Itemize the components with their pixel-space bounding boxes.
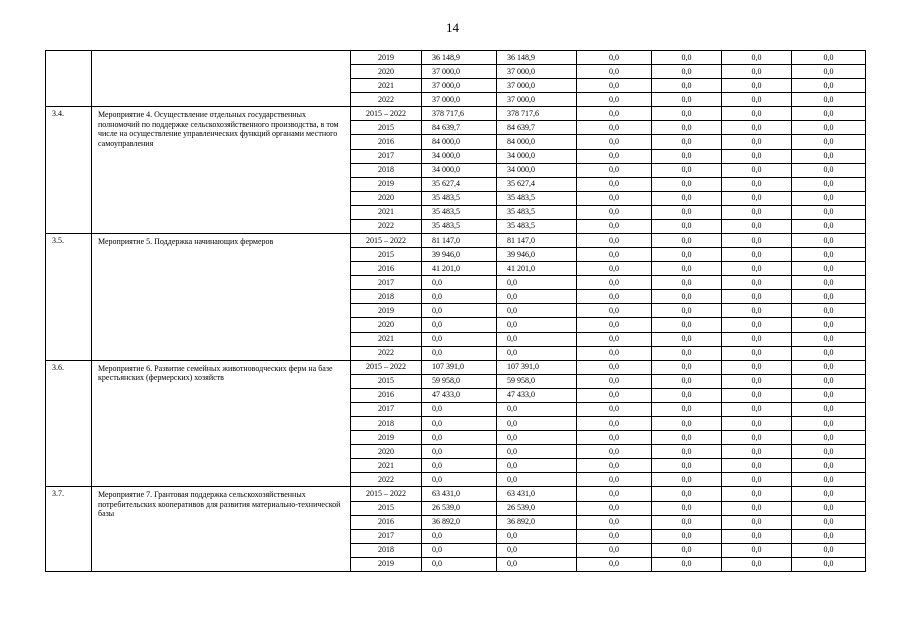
- value-cell: 0,0: [577, 191, 652, 205]
- value-cell: 0,0: [722, 417, 792, 431]
- value-cell: 0,0: [792, 121, 866, 135]
- value-cell: 26 539,0: [422, 501, 497, 515]
- year-cell: 2018: [351, 543, 422, 557]
- value-cell: 0,0: [497, 445, 577, 459]
- value-cell: 0,0: [792, 332, 866, 346]
- value-cell: 34 000,0: [497, 163, 577, 177]
- year-cell: 2015 – 2022: [351, 487, 422, 501]
- page-number: 14: [446, 20, 459, 35]
- table-row: [46, 360, 866, 374]
- value-cell: 0,0: [722, 149, 792, 163]
- value-cell: 0,0: [652, 135, 722, 149]
- value-cell: 0,0: [722, 219, 792, 233]
- value-cell: 0,0: [722, 332, 792, 346]
- value-cell: 39 946,0: [422, 248, 497, 262]
- value-cell: 0,0: [652, 65, 722, 79]
- value-cell: 0,0: [577, 163, 652, 177]
- value-cell: 0,0: [577, 248, 652, 262]
- year-cell: 2019: [351, 431, 422, 445]
- year-cell: 2021: [351, 79, 422, 93]
- value-cell: 0,0: [422, 332, 497, 346]
- value-cell: 0,0: [722, 121, 792, 135]
- year-cell: 2019: [351, 51, 422, 65]
- value-cell: 0,0: [792, 205, 866, 219]
- value-cell: 26 539,0: [497, 501, 577, 515]
- value-cell: 0,0: [722, 276, 792, 290]
- year-cell: 2021: [351, 459, 422, 473]
- value-cell: 0,0: [577, 121, 652, 135]
- value-cell: 0,0: [652, 487, 722, 501]
- value-cell: 0,0: [652, 107, 722, 121]
- value-cell: 0,0: [652, 529, 722, 543]
- year-cell: 2021: [351, 332, 422, 346]
- value-cell: 0,0: [497, 332, 577, 346]
- value-cell: 35 483,5: [497, 191, 577, 205]
- value-cell: 37 000,0: [497, 93, 577, 107]
- value-cell: 0,0: [577, 93, 652, 107]
- value-cell: 35 483,5: [422, 205, 497, 219]
- value-cell: 0,0: [652, 79, 722, 93]
- year-cell: 2020: [351, 445, 422, 459]
- value-cell: 0,0: [577, 318, 652, 332]
- value-cell: 0,0: [652, 346, 722, 360]
- value-cell: 35 483,5: [497, 205, 577, 219]
- value-cell: 0,0: [652, 318, 722, 332]
- year-cell: 2016: [351, 262, 422, 276]
- value-cell: 36 148,9: [422, 51, 497, 65]
- value-cell: 107 391,0: [497, 360, 577, 374]
- value-cell: 0,0: [792, 290, 866, 304]
- year-cell: 2018: [351, 163, 422, 177]
- value-cell: 0,0: [652, 191, 722, 205]
- value-cell: 0,0: [652, 402, 722, 416]
- year-cell: 2015 – 2022: [351, 234, 422, 248]
- value-cell: 0,0: [792, 501, 866, 515]
- value-cell: 81 147,0: [422, 234, 497, 248]
- value-cell: 0,0: [792, 318, 866, 332]
- year-cell: 2022: [351, 473, 422, 487]
- value-cell: 0,0: [652, 177, 722, 191]
- value-cell: 0,0: [497, 557, 577, 571]
- value-cell: 0,0: [792, 445, 866, 459]
- value-cell: 0,0: [722, 248, 792, 262]
- value-cell: 0,0: [652, 374, 722, 388]
- year-cell: 2020: [351, 318, 422, 332]
- value-cell: 0,0: [652, 431, 722, 445]
- value-cell: 0,0: [722, 318, 792, 332]
- value-cell: 0,0: [652, 388, 722, 402]
- value-cell: 0,0: [577, 557, 652, 571]
- value-cell: 0,0: [722, 262, 792, 276]
- value-cell: 0,0: [722, 557, 792, 571]
- value-cell: 63 431,0: [497, 487, 577, 501]
- budget-table: [45, 50, 866, 572]
- value-cell: 84 000,0: [497, 135, 577, 149]
- value-cell: 0,0: [577, 65, 652, 79]
- value-cell: 0,0: [722, 543, 792, 557]
- value-cell: 37 000,0: [497, 79, 577, 93]
- section-name: Мероприятие 7. Грантовая поддержка сельскохозяйственных потребительских кооперативов для развития материально-технической базы: [92, 487, 351, 571]
- value-cell: 0,0: [652, 459, 722, 473]
- value-cell: 0,0: [422, 431, 497, 445]
- value-cell: 84 639,7: [497, 121, 577, 135]
- value-cell: 0,0: [792, 459, 866, 473]
- value-cell: 0,0: [577, 360, 652, 374]
- section-number: 3.7.: [46, 487, 92, 571]
- value-cell: 0,0: [497, 402, 577, 416]
- value-cell: 0,0: [722, 205, 792, 219]
- value-cell: 35 627,4: [497, 177, 577, 191]
- value-cell: 0,0: [722, 79, 792, 93]
- year-cell: 2017: [351, 402, 422, 416]
- year-cell: 2018: [351, 290, 422, 304]
- value-cell: 0,0: [792, 51, 866, 65]
- value-cell: 37 000,0: [422, 65, 497, 79]
- value-cell: 378 717,6: [497, 107, 577, 121]
- value-cell: 0,0: [792, 234, 866, 248]
- value-cell: 0,0: [577, 262, 652, 276]
- value-cell: 0,0: [497, 304, 577, 318]
- value-cell: 0,0: [722, 346, 792, 360]
- value-cell: 35 483,5: [422, 191, 497, 205]
- value-cell: 0,0: [792, 346, 866, 360]
- value-cell: 36 148,9: [497, 51, 577, 65]
- value-cell: 0,0: [652, 121, 722, 135]
- value-cell: 0,0: [577, 501, 652, 515]
- value-cell: 0,0: [577, 346, 652, 360]
- year-cell: 2017: [351, 276, 422, 290]
- value-cell: 0,0: [652, 304, 722, 318]
- value-cell: 39 946,0: [497, 248, 577, 262]
- value-cell: 0,0: [792, 417, 866, 431]
- section-name: Мероприятие 6. Развитие семейных животноводческих ферм на базе крестьянских (фермерских) хозяйств: [92, 360, 351, 487]
- value-cell: 0,0: [652, 290, 722, 304]
- value-cell: 0,0: [652, 445, 722, 459]
- value-cell: 0,0: [577, 431, 652, 445]
- value-cell: 0,0: [652, 417, 722, 431]
- year-cell: 2016: [351, 388, 422, 402]
- value-cell: 0,0: [792, 360, 866, 374]
- value-cell: 0,0: [422, 402, 497, 416]
- value-cell: 0,0: [577, 515, 652, 529]
- value-cell: 0,0: [722, 177, 792, 191]
- value-cell: 0,0: [652, 515, 722, 529]
- value-cell: 0,0: [722, 431, 792, 445]
- value-cell: 0,0: [422, 543, 497, 557]
- value-cell: 37 000,0: [422, 79, 497, 93]
- value-cell: 0,0: [722, 65, 792, 79]
- year-cell: 2019: [351, 557, 422, 571]
- value-cell: 0,0: [577, 402, 652, 416]
- value-cell: 0,0: [652, 93, 722, 107]
- value-cell: 0,0: [652, 51, 722, 65]
- value-cell: 0,0: [652, 332, 722, 346]
- value-cell: 0,0: [577, 374, 652, 388]
- value-cell: 59 958,0: [497, 374, 577, 388]
- value-cell: 0,0: [792, 149, 866, 163]
- value-cell: 81 147,0: [497, 234, 577, 248]
- value-cell: 0,0: [792, 248, 866, 262]
- table-row: [46, 51, 866, 65]
- year-cell: 2016: [351, 515, 422, 529]
- value-cell: 41 201,0: [497, 262, 577, 276]
- value-cell: 0,0: [577, 107, 652, 121]
- value-cell: 0,0: [577, 290, 652, 304]
- value-cell: 0,0: [722, 459, 792, 473]
- value-cell: 0,0: [722, 107, 792, 121]
- value-cell: 59 958,0: [422, 374, 497, 388]
- value-cell: 0,0: [497, 473, 577, 487]
- section-name: [92, 51, 351, 107]
- value-cell: 0,0: [722, 360, 792, 374]
- year-cell: 2018: [351, 417, 422, 431]
- value-cell: 0,0: [792, 473, 866, 487]
- year-cell: 2016: [351, 135, 422, 149]
- value-cell: 0,0: [497, 543, 577, 557]
- year-cell: 2015 – 2022: [351, 360, 422, 374]
- value-cell: 378 717,6: [422, 107, 497, 121]
- value-cell: 0,0: [577, 543, 652, 557]
- value-cell: 36 892,0: [497, 515, 577, 529]
- value-cell: 0,0: [652, 501, 722, 515]
- year-cell: 2015: [351, 501, 422, 515]
- value-cell: 0,0: [577, 149, 652, 163]
- value-cell: 0,0: [722, 473, 792, 487]
- value-cell: 84 639,7: [422, 121, 497, 135]
- value-cell: 0,0: [577, 529, 652, 543]
- section-number: [46, 51, 92, 107]
- value-cell: 0,0: [722, 402, 792, 416]
- value-cell: 34 000,0: [422, 149, 497, 163]
- section-name: Мероприятие 5. Поддержка начинающих фермеров: [92, 234, 351, 361]
- value-cell: 0,0: [722, 445, 792, 459]
- value-cell: 0,0: [497, 346, 577, 360]
- year-cell: 2015 – 2022: [351, 107, 422, 121]
- value-cell: 0,0: [422, 459, 497, 473]
- value-cell: 0,0: [652, 262, 722, 276]
- value-cell: 0,0: [577, 219, 652, 233]
- value-cell: 0,0: [422, 276, 497, 290]
- year-cell: 2015: [351, 374, 422, 388]
- table-row: [46, 487, 866, 501]
- value-cell: 0,0: [792, 276, 866, 290]
- value-cell: 0,0: [422, 557, 497, 571]
- value-cell: 84 000,0: [422, 135, 497, 149]
- value-cell: 0,0: [792, 529, 866, 543]
- value-cell: 0,0: [792, 191, 866, 205]
- value-cell: 0,0: [652, 473, 722, 487]
- value-cell: 0,0: [497, 431, 577, 445]
- value-cell: 0,0: [652, 557, 722, 571]
- year-cell: 2015: [351, 121, 422, 135]
- value-cell: 0,0: [722, 290, 792, 304]
- value-cell: 0,0: [722, 501, 792, 515]
- value-cell: 0,0: [792, 79, 866, 93]
- value-cell: 0,0: [722, 234, 792, 248]
- table-row: [46, 234, 866, 248]
- value-cell: 0,0: [577, 487, 652, 501]
- value-cell: 0,0: [792, 163, 866, 177]
- value-cell: 0,0: [497, 276, 577, 290]
- value-cell: 47 433,0: [422, 388, 497, 402]
- value-cell: 0,0: [652, 219, 722, 233]
- value-cell: 0,0: [792, 374, 866, 388]
- value-cell: 0,0: [792, 487, 866, 501]
- year-cell: 2017: [351, 529, 422, 543]
- year-cell: 2020: [351, 191, 422, 205]
- year-cell: 2019: [351, 304, 422, 318]
- value-cell: 0,0: [722, 388, 792, 402]
- value-cell: 0,0: [652, 234, 722, 248]
- value-cell: 0,0: [577, 177, 652, 191]
- value-cell: 0,0: [652, 360, 722, 374]
- value-cell: 0,0: [722, 374, 792, 388]
- value-cell: 0,0: [422, 473, 497, 487]
- value-cell: 0,0: [792, 304, 866, 318]
- value-cell: 0,0: [652, 276, 722, 290]
- value-cell: 0,0: [577, 276, 652, 290]
- value-cell: 0,0: [792, 262, 866, 276]
- value-cell: 0,0: [422, 529, 497, 543]
- value-cell: 0,0: [792, 431, 866, 445]
- value-cell: 0,0: [497, 417, 577, 431]
- section-number: 3.6.: [46, 360, 92, 487]
- value-cell: 36 892,0: [422, 515, 497, 529]
- value-cell: 0,0: [722, 51, 792, 65]
- value-cell: 0,0: [497, 459, 577, 473]
- value-cell: 0,0: [577, 473, 652, 487]
- value-cell: 0,0: [792, 107, 866, 121]
- value-cell: 0,0: [792, 388, 866, 402]
- value-cell: 0,0: [792, 93, 866, 107]
- value-cell: 0,0: [722, 135, 792, 149]
- value-cell: 0,0: [577, 205, 652, 219]
- value-cell: 35 483,5: [422, 219, 497, 233]
- value-cell: 0,0: [577, 388, 652, 402]
- year-cell: 2021: [351, 205, 422, 219]
- value-cell: 34 000,0: [422, 163, 497, 177]
- value-cell: 0,0: [652, 163, 722, 177]
- value-cell: 0,0: [792, 515, 866, 529]
- value-cell: 0,0: [792, 402, 866, 416]
- value-cell: 37 000,0: [422, 93, 497, 107]
- value-cell: 0,0: [577, 79, 652, 93]
- value-cell: 0,0: [422, 346, 497, 360]
- value-cell: 0,0: [792, 543, 866, 557]
- year-cell: 2020: [351, 65, 422, 79]
- value-cell: 0,0: [577, 51, 652, 65]
- value-cell: 37 000,0: [497, 65, 577, 79]
- value-cell: 0,0: [722, 93, 792, 107]
- value-cell: 63 431,0: [422, 487, 497, 501]
- value-cell: 0,0: [722, 487, 792, 501]
- value-cell: 0,0: [577, 459, 652, 473]
- value-cell: 0,0: [652, 543, 722, 557]
- year-cell: 2015: [351, 248, 422, 262]
- year-cell: 2019: [351, 177, 422, 191]
- section-name: Мероприятие 4. Осуществление отдельных государственных полномочий по поддержке сельскохозяйственного производства, в том числе на осуществление управленческих функций органами местного самоуправления: [92, 107, 351, 234]
- value-cell: 0,0: [652, 149, 722, 163]
- value-cell: 0,0: [792, 65, 866, 79]
- value-cell: 0,0: [422, 417, 497, 431]
- value-cell: 34 000,0: [497, 149, 577, 163]
- value-cell: 107 391,0: [422, 360, 497, 374]
- section-number: 3.4.: [46, 107, 92, 234]
- value-cell: 0,0: [577, 445, 652, 459]
- value-cell: 0,0: [652, 205, 722, 219]
- value-cell: 0,0: [792, 177, 866, 191]
- value-cell: 0,0: [422, 318, 497, 332]
- year-cell: 2022: [351, 346, 422, 360]
- year-cell: 2017: [351, 149, 422, 163]
- value-cell: 0,0: [792, 135, 866, 149]
- value-cell: 41 201,0: [422, 262, 497, 276]
- value-cell: 0,0: [577, 417, 652, 431]
- value-cell: 0,0: [497, 318, 577, 332]
- value-cell: 35 483,5: [497, 219, 577, 233]
- value-cell: 0,0: [422, 445, 497, 459]
- section-number: 3.5.: [46, 234, 92, 361]
- value-cell: 0,0: [792, 557, 866, 571]
- value-cell: 0,0: [497, 290, 577, 304]
- value-cell: 0,0: [497, 529, 577, 543]
- value-cell: 0,0: [722, 304, 792, 318]
- value-cell: 0,0: [577, 135, 652, 149]
- table-row: [46, 107, 866, 121]
- value-cell: 0,0: [652, 248, 722, 262]
- value-cell: 0,0: [722, 515, 792, 529]
- value-cell: 0,0: [722, 529, 792, 543]
- value-cell: 0,0: [577, 234, 652, 248]
- value-cell: 0,0: [422, 304, 497, 318]
- value-cell: 0,0: [722, 191, 792, 205]
- value-cell: 0,0: [792, 219, 866, 233]
- value-cell: 0,0: [422, 290, 497, 304]
- value-cell: 0,0: [577, 332, 652, 346]
- value-cell: 47 433,0: [497, 388, 577, 402]
- value-cell: 0,0: [722, 163, 792, 177]
- value-cell: 35 627,4: [422, 177, 497, 191]
- value-cell: 0,0: [577, 304, 652, 318]
- year-cell: 2022: [351, 93, 422, 107]
- year-cell: 2022: [351, 219, 422, 233]
